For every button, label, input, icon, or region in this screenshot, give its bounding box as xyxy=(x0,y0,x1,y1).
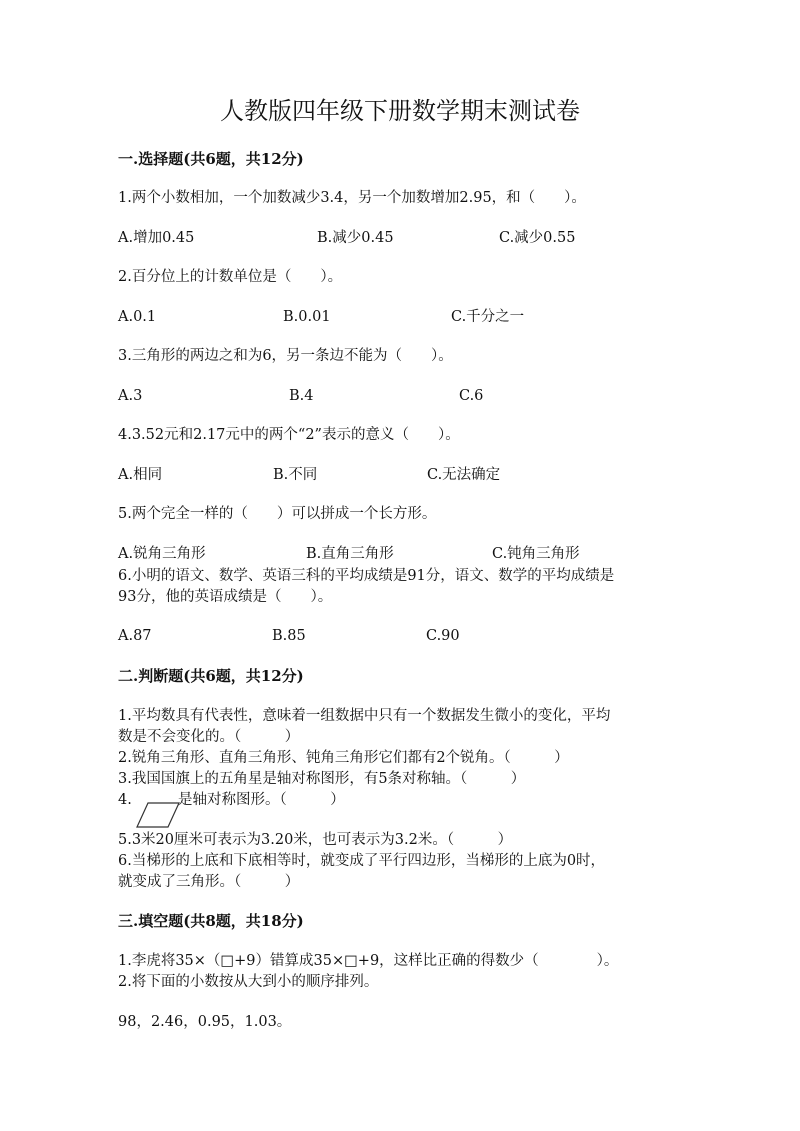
question-text: 2.百分位上的计数单位是（ ）。 xyxy=(118,269,343,285)
question-text: 5.3米20厘米可表示为3.20米，也可表示为3.2米。（ ） xyxy=(118,832,513,848)
option-a: A.相同 xyxy=(118,467,163,483)
question-text: 1.两个小数相加，一个加数减少3.4，另一个加数增加2.95，和（ ）。 xyxy=(118,190,586,206)
option-c: C.千分之一 xyxy=(451,309,525,325)
question-text: 是轴对称图形。（ ） xyxy=(178,792,345,808)
option-a: A.0.1 xyxy=(118,309,157,325)
option-a: A.3 xyxy=(118,388,143,404)
option-b: B.85 xyxy=(272,628,306,644)
option-c: C.减少0.55 xyxy=(499,230,576,246)
page-title: 人教版四年级下册数学期末测试卷 xyxy=(220,97,580,125)
question-text: 2.锐角三角形、直角三角形、钝角三角形它们都有2个锐角。（ ） xyxy=(118,750,569,766)
question-text: 6.当梯形的上底和下底相等时，就变成了平行四边形，当梯形的上底为0时， xyxy=(118,853,606,869)
option-c: C.6 xyxy=(459,388,484,404)
question-text: 数是不会变化的。（ ） xyxy=(118,729,300,745)
question-number: 4. xyxy=(118,792,132,808)
section-heading-fill-blank: 三.填空题(共8题，共18分) xyxy=(118,912,304,930)
option-b: B.减少0.45 xyxy=(317,230,394,246)
section-heading-choice: 一.选择题(共6题，共12分) xyxy=(118,150,304,168)
option-b: B.直角三角形 xyxy=(306,546,394,562)
option-b: B.0.01 xyxy=(283,309,331,325)
question-text: 就变成了三角形。（ ） xyxy=(118,874,300,890)
question-text: 1.平均数具有代表性，意味着一组数据中只有一个数据发生微小的变化，平均 xyxy=(118,708,611,724)
parallelogram-figure xyxy=(136,802,180,828)
option-c: C.90 xyxy=(426,628,460,644)
section-heading-judgment: 二.判断题(共6题，共12分) xyxy=(118,667,304,685)
option-a: A.87 xyxy=(118,628,152,644)
question-text: 98，2.46，0.95，1.03。 xyxy=(118,1014,292,1030)
option-c: C.钝角三角形 xyxy=(492,546,580,562)
question-text: 4.3.52元和2.17元中的两个“2”表示的意义（ ）。 xyxy=(118,427,460,443)
question-text: 3.三角形的两边之和为6，另一条边不能为（ ）。 xyxy=(118,348,453,364)
question-text: 5.两个完全一样的（ ）可以拼成一个长方形。 xyxy=(118,506,437,522)
question-text: 3.我国国旗上的五角星是轴对称图形，有5条对称轴。（ ） xyxy=(118,771,526,787)
question-text: 93分，他的英语成绩是（ ）。 xyxy=(118,589,333,605)
option-a: A.锐角三角形 xyxy=(118,546,206,562)
option-a: A.增加0.45 xyxy=(118,230,195,246)
option-b: B.4 xyxy=(289,388,314,404)
option-c: C.无法确定 xyxy=(427,467,501,483)
question-text: 2.将下面的小数按从大到小的顺序排列。 xyxy=(118,974,379,990)
question-text: 6.小明的语文、数学、英语三科的平均成绩是91分，语文、数学的平均成绩是 xyxy=(118,568,615,584)
question-text: 1.李虎将35×（□+9）错算成35×□+9，这样比正确的得数少（ ）。 xyxy=(118,953,619,969)
option-b: B.不同 xyxy=(273,467,318,483)
